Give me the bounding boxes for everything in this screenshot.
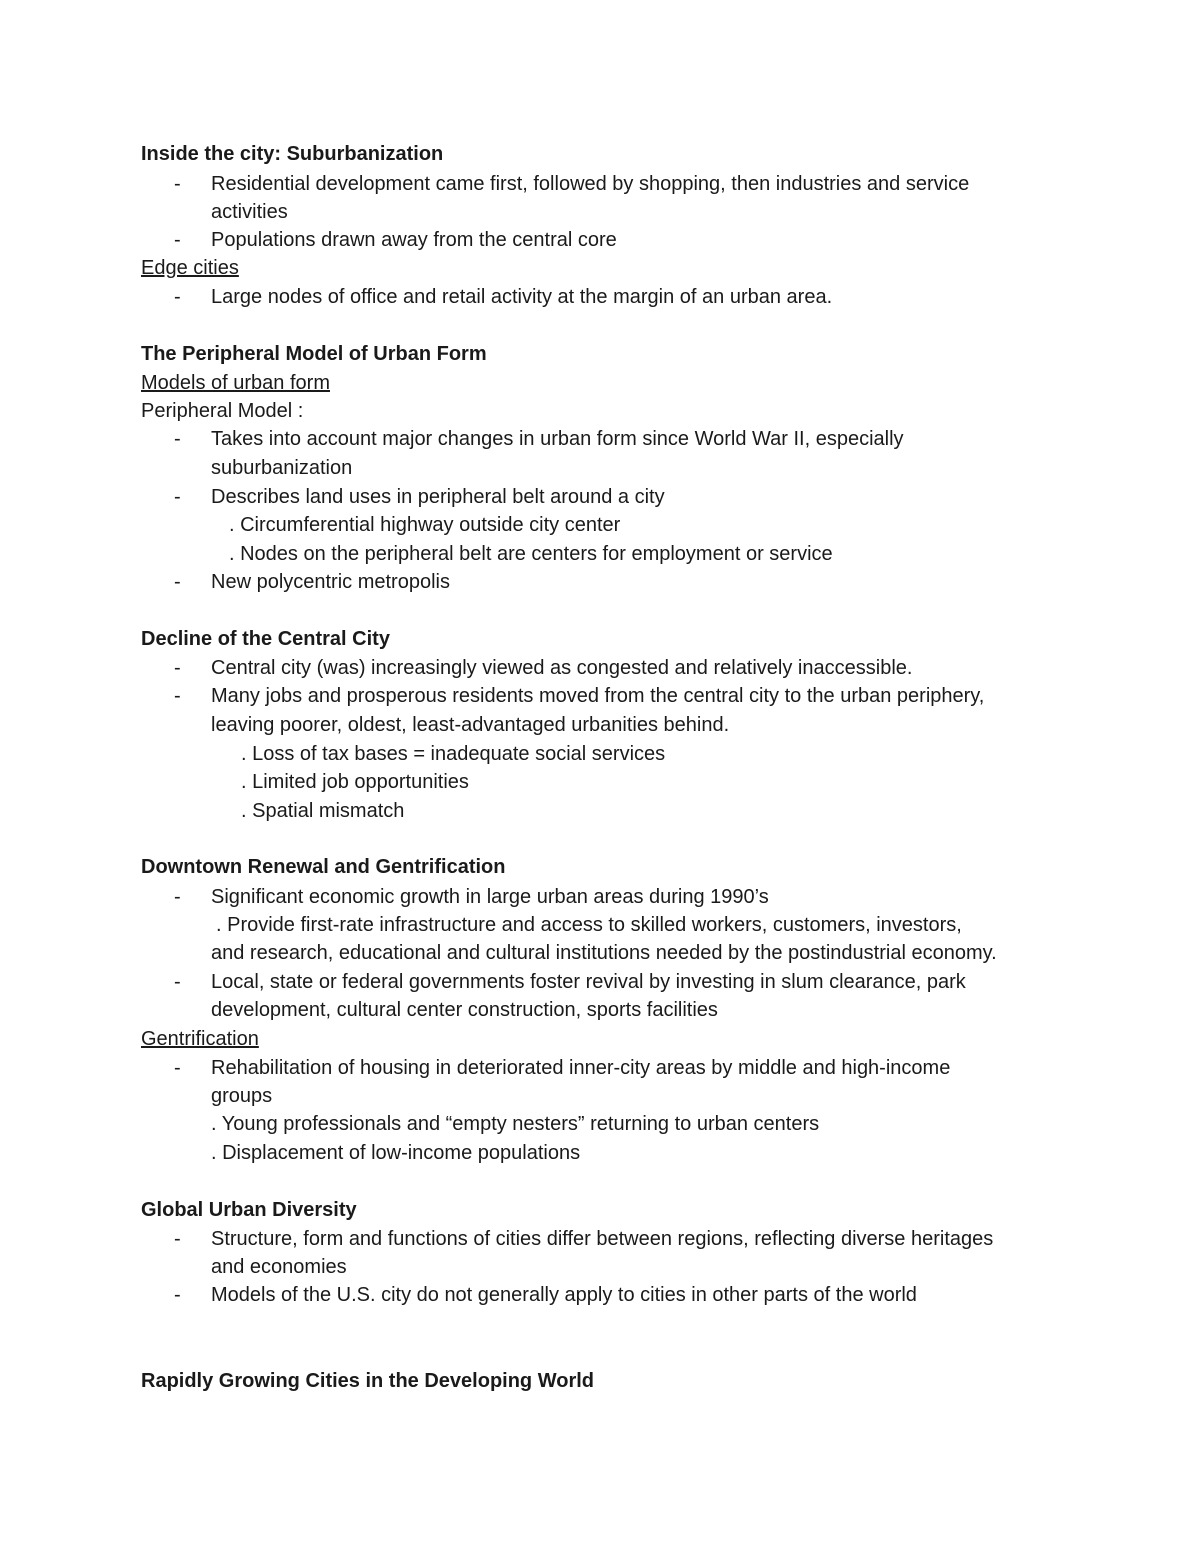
bullet-text-continuation: and economies [211,1256,347,1278]
bullet-text: Rehabilitation of housing in deteriorated inner-city areas by middle and high-income [211,1057,951,1079]
bullet-dash: - [174,428,181,450]
bullet-dash: - [174,1228,181,1250]
bullet-dash: - [174,685,181,707]
bullet-text: Local, state or federal governments foster revival by investing in slum clearance, park [211,971,966,993]
subheading-models-of-urban-form: Models of urban form [141,372,330,394]
bullet-text: Models of the U.S. city do not generally apply to cities in other parts of the world [211,1284,917,1306]
sub-point: . Displacement of low-income populations [211,1142,581,1164]
section-heading-decline: Decline of the Central City [141,628,390,650]
subheading-edge-cities: Edge cities [141,257,239,279]
bullet-text-continuation: leaving poorer, oldest, least-advantaged urbanities behind. [211,714,730,736]
bullet-dash: - [174,971,181,993]
section-heading-downtown-renewal: Downtown Renewal and Gentrification [141,856,506,878]
subheading-gentrification: Gentrification [141,1028,259,1050]
sub-point: . Loss of tax bases = inadequate social services [241,743,666,765]
bullet-text: Central city (was) increasingly viewed as congested and relatively inaccessible. [211,657,913,679]
bullet-dash: - [174,886,181,908]
section-heading-global-diversity: Global Urban Diversity [141,1199,357,1221]
bullet-dash: - [174,1057,181,1079]
sub-point: . Provide first-rate infrastructure and access to skilled workers, customers, investors, [216,914,962,936]
sub-point: . Limited job opportunities [241,771,469,793]
bullet-text: Describes land uses in peripheral belt around a city [211,486,665,508]
bullet-text: Large nodes of office and retail activity at the margin of an urban area. [211,286,833,308]
section-heading-suburbanization: Inside the city: Suburbanization [141,143,444,165]
sub-point-continuation: and research, educational and cultural institutions needed by the postindustrial economy. [211,942,997,964]
bullet-dash: - [174,657,181,679]
bullet-text: Significant economic growth in large urban areas during 1990’s [211,886,769,908]
bullet-text: Residential development came first, followed by shopping, then industries and service [211,173,970,195]
bullet-dash: - [174,486,181,508]
bullet-dash: - [174,173,181,195]
bullet-text: Many jobs and prosperous residents moved from the central city to the urban periphery, [211,685,985,707]
bullet-text: Populations drawn away from the central core [211,229,617,251]
bullet-text-continuation: suburbanization [211,457,353,479]
sub-point: . Circumferential highway outside city center [229,514,621,536]
bullet-dash: - [174,286,181,308]
sub-point: . Young professionals and “empty nesters” returning to urban centers [211,1113,820,1135]
bullet-dash: - [174,1284,181,1306]
section-heading-developing-world: Rapidly Growing Cities in the Developing World [141,1370,594,1392]
bullet-text: Takes into account major changes in urban form since World War II, especially [211,428,904,450]
section-heading-peripheral-model: The Peripheral Model of Urban Form [141,343,487,365]
label-peripheral-model: Peripheral Model : [141,400,304,422]
bullet-dash: - [174,229,181,251]
bullet-dash: - [174,571,181,593]
bullet-text: New polycentric metropolis [211,571,450,593]
bullet-text: Structure, form and functions of cities differ between regions, reflecting diverse heritages [211,1228,994,1250]
bullet-text-continuation: activities [211,201,288,223]
bullet-text-continuation: development, cultural center construction, sports facilities [211,999,718,1021]
sub-point: . Spatial mismatch [241,800,405,822]
sub-point: . Nodes on the peripheral belt are centers for employment or service [229,543,833,565]
bullet-text-continuation: groups [211,1085,273,1107]
